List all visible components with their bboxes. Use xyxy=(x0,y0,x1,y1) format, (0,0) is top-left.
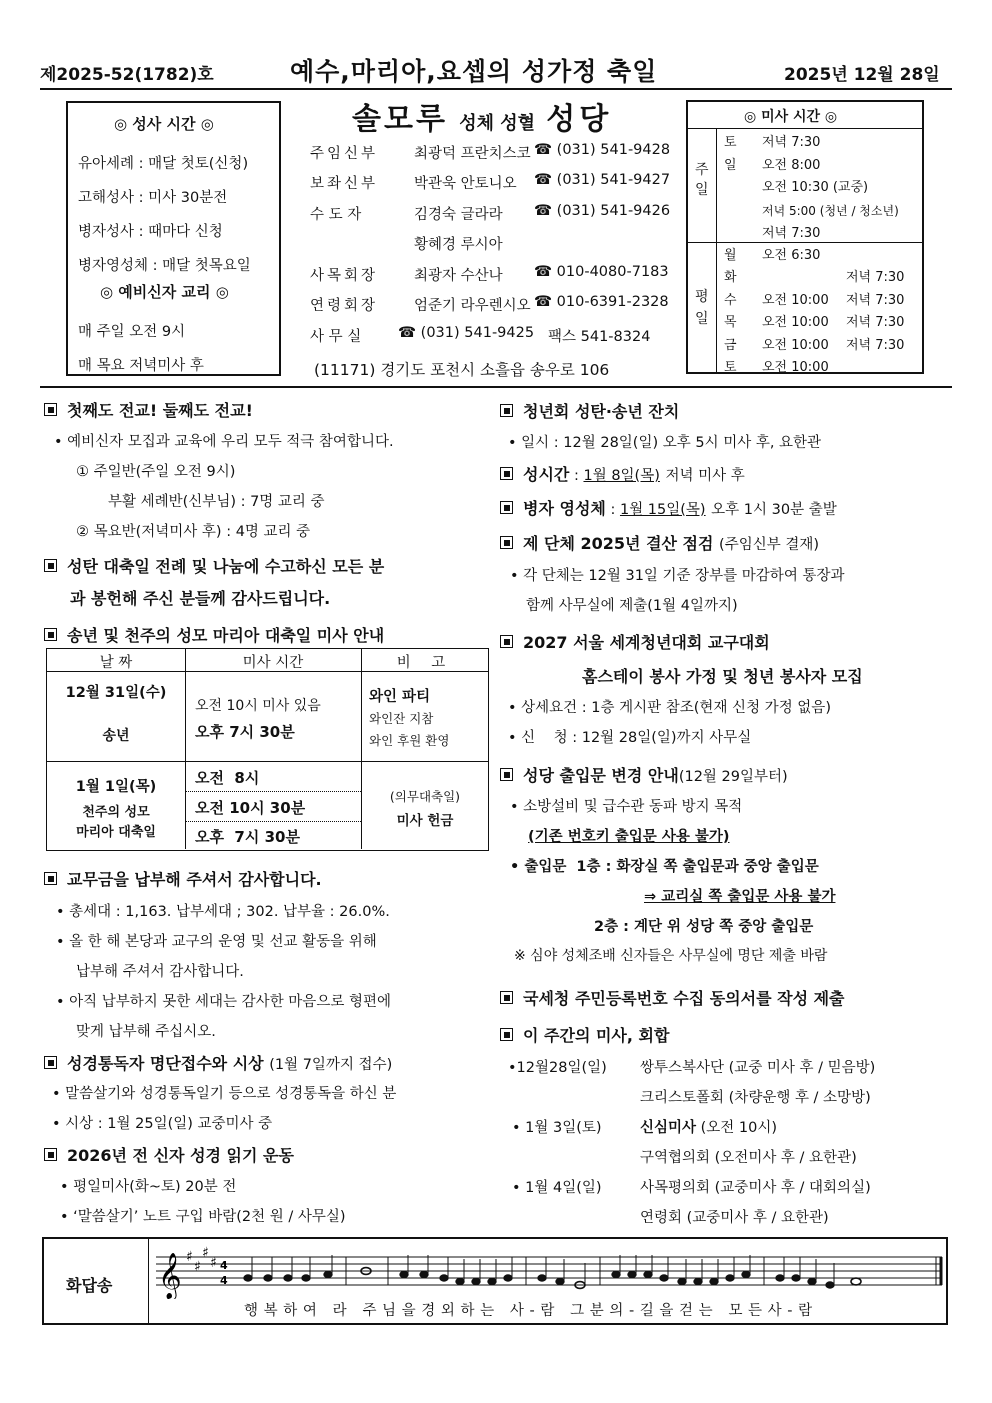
table-cell: 와인 후원 환영 xyxy=(369,733,450,748)
square-bullet-icon xyxy=(500,991,513,1004)
mass-day: 토 xyxy=(724,135,737,150)
schedule-date: • 1월 4일(일) xyxy=(512,1180,602,1196)
svg-text:4: 4 xyxy=(220,1274,228,1287)
weekday-row xyxy=(724,357,904,379)
text-line: 맞게 납부해 주십시오. xyxy=(76,1024,216,1040)
section-weekly-schedule xyxy=(500,1023,669,1046)
office-role: 사 무 실 xyxy=(310,329,362,345)
text-line: ② 목요반(저녁미사 후) : 4명 교리 중 xyxy=(76,524,311,540)
table-cell: 12월 31일(수) xyxy=(65,685,167,701)
table-cell: 미사 헌금 xyxy=(396,813,454,829)
mass-label-divider xyxy=(716,128,717,372)
parish-name-end: 성당 xyxy=(546,102,613,137)
header-rule xyxy=(40,88,952,90)
text-line: • 올 한 해 본당과 교구의 운영 및 선교 활동을 위해 xyxy=(56,934,377,950)
mass-am: 오전 10:00 xyxy=(762,315,829,331)
mass-time: 오전 10:30 (교중) xyxy=(762,180,869,195)
section-title: 2027 서울 세계청년대회 교구대회 xyxy=(523,633,770,652)
table-cell: 1월 1일(목) xyxy=(75,779,157,795)
mass-am: 오전 10:00 xyxy=(762,337,829,353)
square-bullet-icon xyxy=(44,1056,57,1069)
sunday-row xyxy=(724,155,899,178)
weekday-row xyxy=(724,267,904,289)
staff-name: 황혜경 루시아 xyxy=(414,237,503,253)
sunday-row xyxy=(724,200,899,224)
section-title: 첫째도 전교! 둘째도 전교! xyxy=(67,401,253,420)
time-signature xyxy=(220,1259,228,1287)
table-header: 비 고 xyxy=(396,655,454,671)
section-mass-guide xyxy=(44,623,384,646)
text-line: • 소방설비 및 급수관 동파 방지 목적 xyxy=(510,799,743,815)
staff-lines xyxy=(156,1257,942,1285)
mass-time: 저녁 5:00 (청년 / 청소년) xyxy=(762,203,899,218)
text-line: ① 주일반(주일 오전 9시) xyxy=(76,464,236,480)
sacrament-item: 고해성사 : 미사 30분전 xyxy=(78,190,228,206)
staff-name: 박관욱 안토니오 xyxy=(414,176,517,192)
mass-time: 오전 8:00 xyxy=(762,157,821,173)
mass-day: 토 xyxy=(724,360,737,376)
schedule-item: 사목평의회 (교중미사 후 / 대회의실) xyxy=(640,1180,871,1196)
staff-phone: ☎ 010-4080-7183 xyxy=(534,264,669,280)
weekday-row xyxy=(724,335,904,357)
text-line: • 상세요건 : 1층 게시판 참조(현재 신청 가정 없음) xyxy=(508,700,831,716)
svg-text:♯: ♯ xyxy=(202,1245,209,1261)
mass-day: 수 xyxy=(724,292,737,308)
staff-name: 엄준기 라우렌시오 xyxy=(414,298,531,314)
text-line: 2층 : 계단 위 성당 쪽 중앙 출입문 xyxy=(594,919,814,935)
svg-text:♯: ♯ xyxy=(186,1249,193,1265)
section-note: (12월 29일부터) xyxy=(678,769,788,785)
section-rest: 오후 1시 30분 출발 xyxy=(711,502,837,518)
mass-am: 오전 10:00 xyxy=(762,292,829,308)
office-fax: 팩스 541-8324 xyxy=(548,329,651,345)
staff-phone: ☎ (031) 541-9426 xyxy=(534,203,671,219)
table-cell: 천주의 성모 xyxy=(82,805,150,820)
square-bullet-icon xyxy=(44,1148,57,1161)
sunday-row xyxy=(724,177,899,200)
square-bullet-icon xyxy=(500,467,513,480)
psalm-divider xyxy=(148,1239,149,1323)
table-cell: 오전 10시 30분 xyxy=(195,799,306,817)
section-note: (주임신부 결재) xyxy=(719,537,820,553)
sacrament-item: 유아세례 : 매달 첫토(신청) xyxy=(78,156,249,172)
weekday-label: 평일 xyxy=(695,289,709,327)
square-bullet-icon xyxy=(500,635,513,648)
square-bullet-icon xyxy=(500,536,513,549)
section-title: 성경통독자 명단접수와 시상 xyxy=(67,1054,264,1073)
staff-phone: ☎ (031) 541-9427 xyxy=(534,172,671,188)
section-title: 2026년 전 신자 성경 읽기 운동 xyxy=(67,1146,294,1165)
text-line: • 신 청 : 12월 28일(일)까지 사무실 xyxy=(508,730,752,746)
staff-phone: ☎ (031) 541-9428 xyxy=(534,142,671,158)
text-line: • 아직 납부하지 못한 세대는 감사한 마음으로 형편에 xyxy=(56,994,391,1010)
issue-number: 제2025-52(1782)호 xyxy=(40,65,214,85)
table-cell: 오전 8시 xyxy=(195,769,260,787)
text-line: • 각 단체는 12월 31일 기준 장부를 마감하여 통장과 xyxy=(510,568,845,584)
text-line: ※ 심야 성체조배 신자들은 사무실에 명단 제출 바람 xyxy=(514,948,828,964)
staff-phone: ☎ 010-6391-2328 xyxy=(534,294,669,310)
staff-name: 최광자 수산나 xyxy=(414,268,503,284)
schedule-item: 연령회 (교중미사 후 / 요한관) xyxy=(640,1210,829,1226)
sacrament-box xyxy=(66,101,281,376)
square-bullet-icon xyxy=(44,559,57,572)
psalm-label: 화답송 xyxy=(66,1276,113,1295)
section-settlement xyxy=(500,531,819,554)
staff-name: 최광덕 프란치스코 xyxy=(414,146,531,162)
section-sick-communion: 병자 영성체 : 1월 15일(목) 오후 1시 30분 출발 xyxy=(500,496,837,519)
psalm-lyrics: 행복하여 라 주님을경외하는 사-람 그분의-길을걷는 모든사-람 xyxy=(244,1303,818,1319)
text-line: • ‘말씀살기’ 노트 구입 바람(2천 원 / 사무실) xyxy=(60,1209,346,1225)
text-line: • 평일미사(화~토) 20분 전 xyxy=(60,1179,237,1195)
table-row-line xyxy=(47,761,488,762)
staff-role: 연령회장 xyxy=(310,298,379,314)
square-bullet-icon xyxy=(500,501,513,514)
staff-role: 수 도 자 xyxy=(310,207,362,223)
staff-role: 사목회장 xyxy=(310,268,379,284)
sunday-row xyxy=(724,223,899,246)
schedule-item: 구역협의회 (오전미사 후 / 요한관) xyxy=(640,1150,857,1166)
section-date: 1월 8일(목) xyxy=(583,468,660,484)
square-bullet-icon xyxy=(500,1028,513,1041)
sunday-label: 주일 xyxy=(695,162,709,198)
section-dues xyxy=(44,867,322,890)
schedule-item: 쌍투스복사단 (교중 미사 후 / 믿음방) xyxy=(640,1060,876,1076)
text-line: • 시상 : 1월 25일(일) 교중미사 중 xyxy=(52,1116,273,1132)
weekday-list xyxy=(724,245,904,379)
parish-name-main: 솔모루 xyxy=(352,102,448,137)
section-date: 1월 15일(목) xyxy=(619,502,706,518)
section-title: 병자 영성체 xyxy=(523,499,606,518)
mass-pm: 저녁 7:30 xyxy=(846,292,905,308)
text-line: 부활 세례반(신부님) : 7명 교리 중 xyxy=(108,494,325,510)
mass-day: 목 xyxy=(724,315,737,331)
mass-day: 일 xyxy=(724,157,737,173)
mass-day: 금 xyxy=(724,337,737,353)
schedule-item-rest: (오전 10시) xyxy=(700,1120,778,1136)
square-bullet-icon xyxy=(44,628,57,641)
section-holy-hour: 성시간 : 1월 8일(목) 저녁 미사 후 xyxy=(500,462,745,485)
svg-text:♯: ♯ xyxy=(194,1259,201,1275)
music-notes xyxy=(244,1255,941,1288)
feast-title: 예수,마리아,요셉의 성가정 축일 xyxy=(290,57,658,86)
parish-name-sub: 성체 성혈 xyxy=(459,113,536,134)
square-bullet-icon xyxy=(44,872,57,885)
section-title: 교무금을 납부해 주셔서 감사합니다. xyxy=(67,870,322,889)
mass-am: 오전 6:30 xyxy=(762,248,821,263)
table-cell: 오전 10시 미사 있음 xyxy=(195,698,321,714)
weekday-row xyxy=(724,312,904,334)
mass-time: 저녁 7:30 xyxy=(762,226,821,241)
schedule-date: • 1월 3일(토) xyxy=(512,1120,602,1136)
section-title: 청년회 성탄·송년 잔치 xyxy=(523,402,680,421)
staff-role: 보좌신부 xyxy=(310,176,379,192)
staff-name: 김경숙 글라라 xyxy=(414,207,503,223)
section-bible-reading xyxy=(44,1051,392,1074)
weekday-row xyxy=(724,245,904,267)
table-cell: 와인잔 지참 xyxy=(369,711,434,726)
section-tax-consent xyxy=(500,986,845,1009)
section-title: 성탄 대축일 전례 및 나눔에 수고하신 모든 분 xyxy=(67,557,385,576)
sacrament-item: 병자영성체 : 매달 첫목요일 xyxy=(78,258,251,274)
section-evangelization xyxy=(44,398,253,421)
sunday-row xyxy=(724,132,899,155)
text-line: • 말씀살기와 성경통독일기 등으로 성경통독을 하신 분 xyxy=(52,1086,397,1102)
section-wyd-cont: 홈스테이 봉사 가정 및 청년 봉사자 모집 xyxy=(582,667,863,686)
section-title: 이 주간의 미사, 회합 xyxy=(523,1026,670,1045)
parish-name xyxy=(352,94,612,138)
text-line: • 출입문 1층 : 화장실 쪽 출입문과 중앙 출입문 xyxy=(510,859,819,875)
mass-day: 월 xyxy=(724,248,737,263)
table-cell: 마리아 대축일 xyxy=(76,825,156,840)
text-line: • 예비신자 모집과 교육에 우리 모두 적극 참여합니다. xyxy=(54,434,394,450)
mass-time: 저녁 7:30 xyxy=(762,135,821,150)
section-christmas-thanks xyxy=(44,554,384,577)
table-cell: (의무대축일) xyxy=(389,789,461,804)
catechumen-item: 매 주일 오전 9시 xyxy=(78,324,186,340)
section-title: 송년 및 천주의 성모 마리아 대축일 미사 안내 xyxy=(67,626,385,645)
mass-day: 화 xyxy=(724,270,737,286)
section-door-change xyxy=(500,763,788,786)
section-bible-campaign xyxy=(44,1143,294,1166)
table-dotted-line xyxy=(186,791,361,792)
mass-times-title: ◎ 미사 시간 ◎ xyxy=(744,109,838,125)
square-bullet-icon xyxy=(500,404,513,417)
table-cell: 오후 7시 30분 xyxy=(195,828,300,846)
text-line: (기존 번호키 출입문 사용 불가) xyxy=(528,829,730,845)
table-cell: 송년 xyxy=(102,728,130,744)
section-rest: 저녁 미사 후 xyxy=(665,468,745,484)
sunday-list xyxy=(724,132,899,246)
text-line: ⇒ 교리실 쪽 출입문 사용 불가 xyxy=(644,889,836,905)
section-title: 제 단체 2025년 결산 점검 xyxy=(523,534,714,553)
schedule-item-bold: 신심미사 xyxy=(640,1120,697,1136)
text-line: • 일시 : 12월 28일(일) 오후 5시 미사 후, 요한관 xyxy=(508,435,822,451)
svg-text:♯: ♯ xyxy=(210,1255,217,1271)
square-bullet-icon xyxy=(44,403,57,416)
mass-pm: 저녁 7:30 xyxy=(846,337,905,353)
catechumen-title: ◎ 예비신자 교리 ◎ xyxy=(100,283,229,301)
svg-text:4: 4 xyxy=(220,1259,228,1272)
mass-pm: 저녁 7:30 xyxy=(846,315,905,331)
section-title: 성시간 xyxy=(523,465,570,484)
text-line: 함께 사무실에 제출(1월 4일까지) xyxy=(526,598,738,614)
table-col-line xyxy=(185,649,186,849)
parish-address: (11171) 경기도 포천시 소흘읍 송우로 106 xyxy=(314,361,610,379)
section-youth-party xyxy=(500,399,679,422)
psalm-box xyxy=(42,1237,948,1325)
mass-guide-table xyxy=(46,648,489,851)
weekday-row xyxy=(724,290,904,312)
mass-title-divider xyxy=(688,128,922,129)
table-header: 미사 시간 xyxy=(242,655,304,671)
section-christmas-thanks-cont: 과 봉헌해 주신 분들께 감사드립니다. xyxy=(70,589,331,608)
staff-role: 주임신부 xyxy=(310,146,379,162)
square-bullet-icon xyxy=(500,768,513,781)
treble-clef-icon: 𝄞 xyxy=(158,1253,182,1299)
psalm-staff xyxy=(156,1243,946,1299)
table-dotted-line xyxy=(186,821,361,822)
body-rule xyxy=(40,386,952,388)
issue-date: 2025년 12월 28일 xyxy=(784,65,940,85)
sacrament-title: ◎ 성사 시간 ◎ xyxy=(114,115,214,133)
schedule-date: •12월28일(일) xyxy=(508,1060,607,1076)
section-title: 성당 출입문 변경 안내 xyxy=(523,766,679,785)
mass-times-box xyxy=(686,100,924,374)
section-wyd xyxy=(500,630,770,653)
catechumen-item: 매 목요 저녁미사 후 xyxy=(78,358,204,374)
table-cell: 오후 7시 30분 xyxy=(195,723,295,741)
text-line: 납부해 주셔서 감사합니다. xyxy=(76,964,244,980)
sacrament-list xyxy=(78,147,251,283)
table-cell: 와인 파티 xyxy=(369,689,431,705)
section-title: 국세청 주민등록번호 수집 동의서를 작성 제출 xyxy=(523,989,845,1008)
text-line: • 총세대 : 1,163. 납부세대 ; 302. 납부율 : 26.0%. xyxy=(56,904,390,920)
table-header: 날 짜 xyxy=(99,655,133,671)
section-note: (1월 7일까지 접수) xyxy=(269,1057,393,1073)
sacrament-item: 병자성사 : 때마다 신청 xyxy=(78,224,223,240)
schedule-item xyxy=(640,1116,777,1137)
schedule-item: 크리스토폴회 (차량운행 후 / 소망방) xyxy=(640,1090,871,1106)
catechumen-list xyxy=(78,315,204,383)
office-phone: ☎ (031) 541-9425 xyxy=(398,325,535,341)
mass-pm: 저녁 7:30 xyxy=(846,270,905,286)
mass-am: 오전 10:00 xyxy=(762,360,829,376)
